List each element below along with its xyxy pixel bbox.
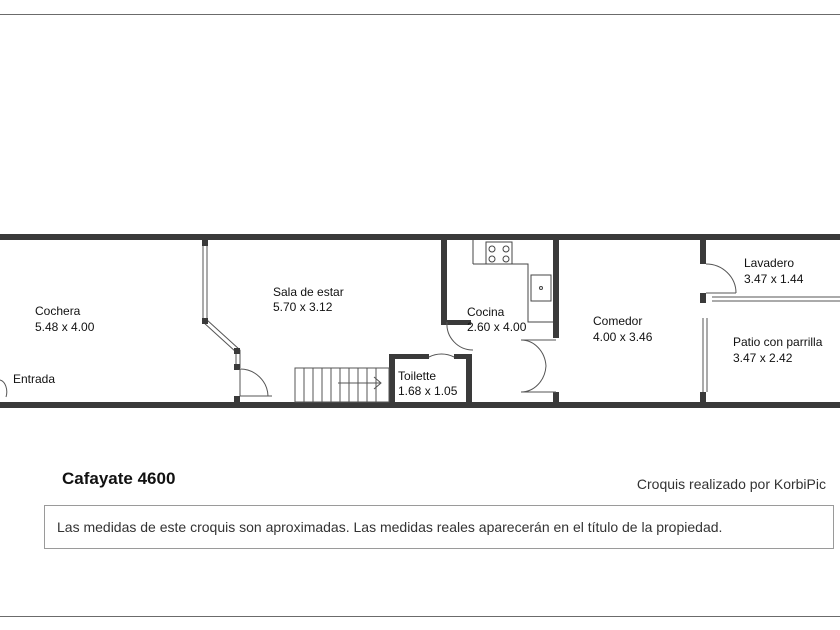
room-patio-con-parrilla: [733, 335, 823, 365]
svg-text:Lavadero: Lavadero: [744, 256, 795, 270]
property-title: Cafayate 4600: [62, 469, 176, 488]
room-comedor: [593, 314, 653, 344]
svg-text:Toilette: Toilette: [398, 369, 437, 383]
disclaimer-box: [44, 505, 834, 549]
svg-text:Cochera: Cochera: [35, 304, 81, 318]
svg-text:Sala de estar: Sala de estar: [273, 285, 344, 299]
svg-text:1.68 x 1.05: 1.68 x 1.05: [398, 384, 458, 398]
svg-text:Comedor: Comedor: [593, 314, 643, 328]
svg-text:5.70 x 3.12: 5.70 x 3.12: [273, 300, 333, 314]
room-lavadero: [744, 256, 804, 286]
svg-text:2.60 x 4.00: 2.60 x 4.00: [467, 320, 527, 334]
svg-text:3.47 x 2.42: 3.47 x 2.42: [733, 351, 793, 365]
room-sala-de-estar: [273, 285, 344, 314]
svg-text:3.47 x 1.44: 3.47 x 1.44: [744, 272, 804, 286]
svg-text:Patio con parrilla: Patio con parrilla: [733, 335, 823, 349]
svg-text:5.48 x 4.00: 5.48 x 4.00: [35, 320, 95, 334]
room-cochera: [35, 304, 95, 334]
svg-text:4.00 x 3.46: 4.00 x 3.46: [593, 330, 653, 344]
stairs: [295, 368, 389, 402]
sink: [531, 275, 551, 301]
disclaimer-text: Las medidas de este croquis son aproximadas. Las medidas reales aparecerán en el título de la propiedad.: [57, 519, 723, 535]
credit-text: Croquis realizado por KorbiPic: [636, 476, 826, 492]
room-toilette: [398, 369, 458, 398]
entrance-label: Entrada: [13, 372, 56, 386]
svg-text:Cocina: Cocina: [467, 305, 505, 319]
room-cocina: [467, 305, 527, 334]
